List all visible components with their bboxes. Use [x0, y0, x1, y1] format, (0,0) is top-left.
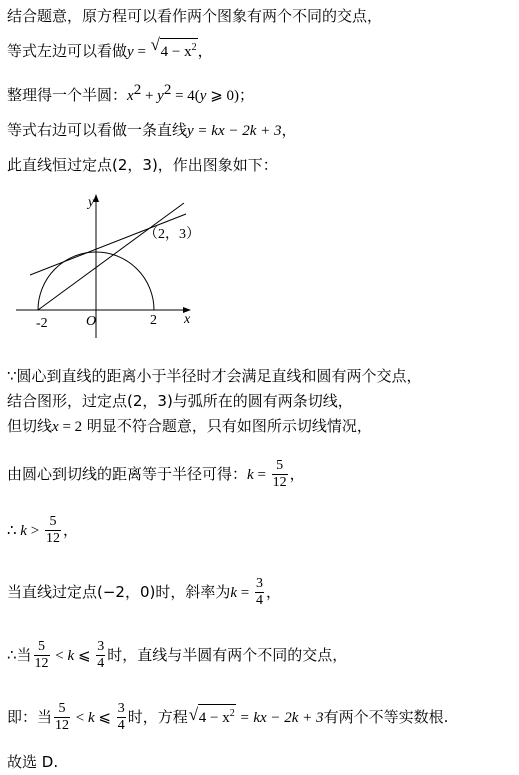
- line12-k: k: [67, 648, 75, 664]
- fraction-5-12: [45, 514, 61, 547]
- text-line-6: ∵圆心到直线的距离小于半径时才会满足直线和圆有两个交点，: [7, 367, 422, 385]
- text-line-14: 故选 D.: [7, 753, 59, 771]
- line10-k: k: [20, 523, 27, 539]
- secant-line: [38, 203, 184, 310]
- line8-val: = 2: [58, 419, 83, 435]
- text-line-2: [7, 35, 213, 62]
- line4-prefix: 等式右边可以看做一条直线: [7, 121, 188, 139]
- line2-radicand: 4 − x: [160, 44, 192, 60]
- line11-eq: =: [237, 585, 254, 601]
- radical-sign-icon: √: [150, 35, 160, 54]
- line2-prefix: 等式左边可以看做: [7, 42, 128, 60]
- line3-x: x: [127, 88, 134, 104]
- line9-suffix: ，: [289, 465, 305, 483]
- text-line-13: [7, 699, 448, 736]
- line10-prefix: ∴: [7, 523, 21, 539]
- line3-suffix: ；: [239, 86, 255, 104]
- line13-mid: 时，方程: [127, 708, 188, 726]
- line13-k: k: [87, 710, 95, 726]
- text-line-1: 结合题意，原方程可以看作两个图象有两个不同的交点，: [7, 7, 383, 25]
- fraction-3-4: [117, 701, 126, 734]
- line10-gt: >: [26, 523, 43, 539]
- fraction-denominator: 12: [272, 475, 287, 490]
- line3-y: y: [157, 88, 164, 104]
- fraction-denominator: 4: [256, 593, 264, 608]
- text-line-9: [7, 456, 305, 493]
- line3-y2: y: [199, 88, 207, 104]
- fraction-numerator: 3: [256, 576, 264, 591]
- text-line-7: 结合图形，过定点(2，3)与弧所在的圆有两条切线，: [7, 392, 353, 410]
- tick-label-pos2: 2: [150, 313, 157, 328]
- line2-y: y: [127, 44, 134, 60]
- fraction-5-12: [54, 701, 70, 734]
- y-axis-label: y: [88, 195, 95, 210]
- line3-plus: +: [141, 88, 158, 104]
- fraction-numerator: 5: [49, 514, 57, 529]
- fraction-numerator: 5: [276, 458, 284, 473]
- text-line-10: [7, 512, 78, 549]
- line12-lt: <: [51, 648, 68, 664]
- line3-cond: ⩾ 0): [206, 88, 240, 104]
- line3-rest: = 4(: [171, 88, 200, 104]
- line4-equation: y = kx − 2k + 3: [187, 123, 282, 139]
- line13-eq: = kx − 2k + 3: [235, 710, 324, 726]
- line8-x: x: [52, 419, 59, 435]
- fraction-denominator: 12: [45, 531, 60, 546]
- line13-radicand: 4 − x: [198, 710, 230, 726]
- line2-exponent: 2: [191, 42, 197, 53]
- line3-prefix: 整理得一个半圆：: [7, 86, 128, 104]
- semicircle-line-graph: [14, 190, 204, 340]
- line13-lt: <: [72, 710, 88, 726]
- line11-suffix: ，: [266, 583, 282, 601]
- fraction-3-4: [96, 639, 105, 672]
- line3-exp2: 2: [163, 82, 172, 98]
- line3-exp1: 2: [133, 82, 142, 98]
- line9-eq: =: [253, 467, 270, 483]
- sqrt-expression: [150, 35, 198, 62]
- text-line-8: [7, 416, 372, 437]
- fraction-denominator: 12: [55, 718, 70, 733]
- fraction-numerator: 5: [38, 639, 46, 654]
- line12-prefix: ∴当: [7, 646, 32, 664]
- line12-le: ⩽: [74, 648, 95, 664]
- line13-suffix: 有两个不等实数根.: [323, 708, 449, 726]
- tick-label-neg2: -2: [36, 316, 48, 331]
- line13-exponent: 2: [229, 708, 235, 719]
- tangent-line: [30, 214, 186, 275]
- line4-suffix: ，: [281, 121, 297, 139]
- text-line-3: [7, 80, 254, 106]
- line11-prefix: 当直线过定点(−2，0)时，斜率为: [7, 583, 231, 601]
- fraction-numerator: 3: [117, 701, 125, 716]
- text-line-4: [7, 120, 297, 141]
- fixed-point-label: （2，3）: [144, 227, 200, 242]
- line11-k: k: [230, 585, 238, 601]
- line8-prefix: 但切线: [7, 417, 53, 435]
- line2-suffix: ，: [197, 42, 213, 60]
- line13-prefix: 即：当: [7, 708, 53, 726]
- text-line-5: 此直线恒过定点(2，3)，作出图象如下：: [7, 156, 278, 174]
- line9-prefix: 由圆心到切线的距离等于半径可得：: [7, 465, 248, 483]
- text-line-12: [7, 637, 347, 674]
- fraction-denominator: 4: [97, 656, 105, 671]
- origin-label: O: [86, 314, 97, 329]
- line2-eq: =: [133, 44, 150, 60]
- x-axis-label: x: [184, 312, 191, 327]
- fraction-5-12: [34, 639, 50, 672]
- line13-le: ⩽: [94, 710, 115, 726]
- radical-sign-icon: √: [188, 705, 199, 724]
- fraction-5-12: [272, 458, 288, 491]
- line12-suffix: 时，直线与半圆有两个不同的交点，: [107, 646, 348, 664]
- fraction-numerator: 3: [97, 639, 105, 654]
- fraction-3-4: [255, 576, 264, 609]
- line10-suffix: ，: [62, 521, 78, 539]
- fraction-denominator: 4: [117, 718, 125, 733]
- line9-k: k: [247, 467, 254, 483]
- fraction-numerator: 5: [58, 701, 66, 716]
- text-line-11: [7, 574, 281, 611]
- line8-suffix: 明显不符合题意，只有如图所示切线情况，: [82, 417, 372, 435]
- fraction-denominator: 12: [34, 656, 49, 671]
- sqrt-expression: [189, 700, 236, 736]
